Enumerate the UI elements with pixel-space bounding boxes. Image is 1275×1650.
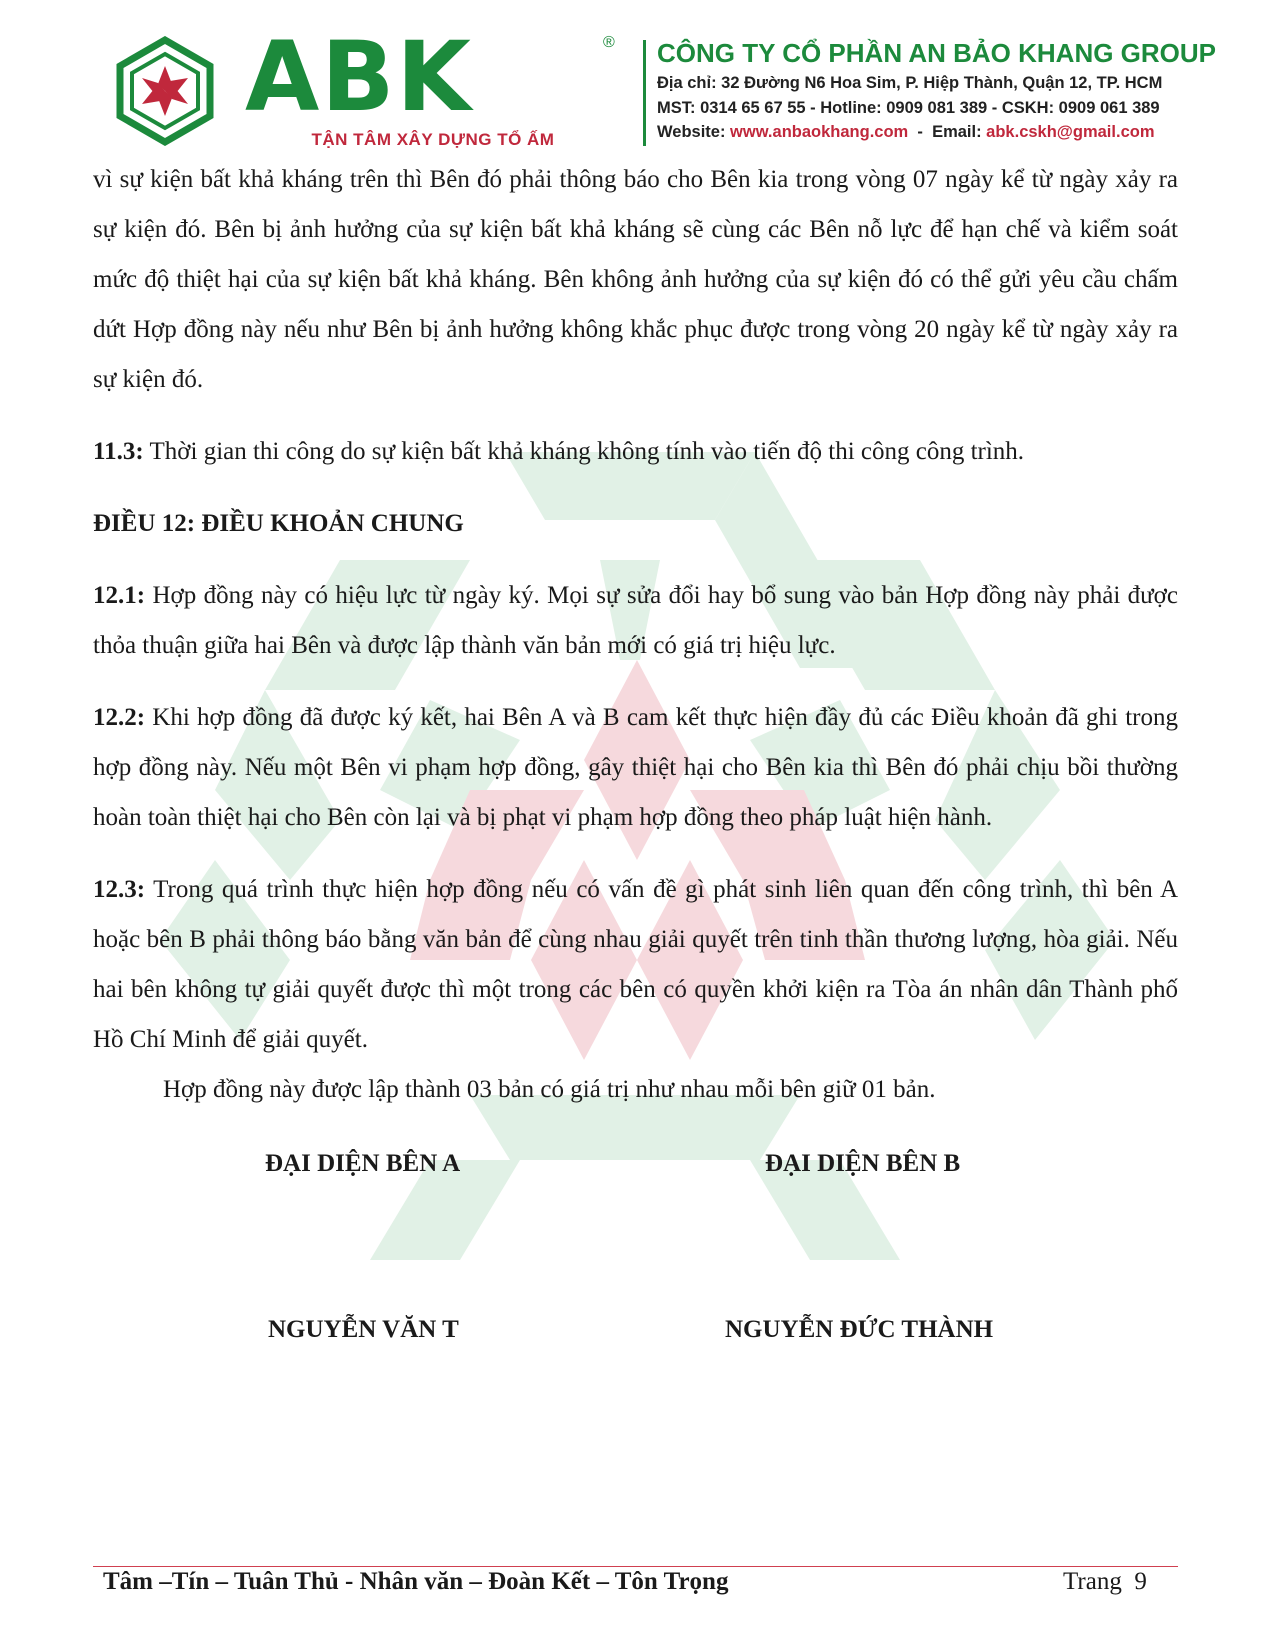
clause-11-3 — [93, 427, 1178, 477]
party-b-name: NGUYỄN ĐỨC THÀNH — [725, 1316, 994, 1343]
clause-12-2-label: 12.2: — [93, 704, 146, 731]
company-phones: MST: 0314 65 67 55 - Hotline: 0909 081 389 - CSKH: 0909 061 389 — [657, 99, 1160, 117]
clause-12-1 — [93, 571, 1178, 671]
clause-12-1-label: 12.1: — [93, 582, 146, 609]
logo-emblem-icon — [110, 36, 220, 146]
website-label: Website: — [657, 123, 731, 141]
contract-body — [93, 155, 1178, 1115]
logo-wordmark: ABK — [245, 21, 473, 133]
header-divider — [643, 40, 646, 146]
letterhead — [105, 21, 1217, 155]
email-link[interactable]: abk.cskh@gmail.com — [986, 123, 1155, 141]
company-name: CÔNG TY CỔ PHẦN AN BẢO KHANG GROUP — [657, 38, 1217, 68]
clause-12-3-label: 12.3: — [93, 876, 146, 903]
clause-11-3-text: Thời gian thi công do sự kiện bất khả kháng không tính vào tiến độ thi công công trình. — [143, 438, 1025, 465]
website-link[interactable]: www.anbaokhang.com — [730, 123, 909, 141]
registered-mark: ® — [603, 34, 615, 51]
clause-11-3-label: 11.3: — [93, 438, 144, 465]
party-a-name: NGUYỄN VĂN T — [268, 1316, 459, 1343]
company-address: Địa chỉ: 32 Đường N6 Hoa Sim, P. Hiệp Thành, Quận 12, TP. HCM — [657, 74, 1163, 92]
page-number: Trang 9 — [1063, 1568, 1147, 1595]
logo-tagline: TẬN TÂM XÂY DỰNG TỔ ẤM — [311, 130, 555, 149]
force-majeure-paragraph: vì sự kiện bất khả kháng trên thì Bên đó phải thông báo cho Bên kia trong vòng 07 ngày kể từ ngày xảy ra sự kiện đó. Bên bị ảnh hưởng của sự kiện bất khả kháng sẽ cùng các Bên nỗ lực để hạn chế và kiểm soát mức độ thiệt hại của sự kiện bất khả kháng. Bên không ảnh hưởng của sự kiện đó có thể gửi yêu cầu chấm dứt Hợp đồng này nếu như Bên bị ảnh hưởng không khắc phục được trong vòng 20 ngày kể từ ngày xảy ra sự kiện đó. — [93, 166, 1178, 393]
clause-12-3-text: Trong quá trình thực hiện hợp đồng nếu có vấn đề gì phát sinh liên quan đến công trình, thì bên A hoặc bên B phải thông báo bằng văn bản để cùng nhau giải quyết trên tinh thần thương lượng, hòa giải. Nếu hai bên không tự giải quyết được thì một trong các bên có quyền khởi kiện ra Tòa án nhân dân Thành phố Hồ Chí Minh để giải quyết. — [93, 876, 1178, 1053]
party-b-title: ĐẠI DIỆN BÊN B — [765, 1150, 961, 1177]
party-a-title: ĐẠI DIỆN BÊN A — [265, 1150, 461, 1177]
footer-rule — [93, 1566, 1178, 1567]
copies-note: Hợp đồng này được lập thành 03 bản có giá trị như nhau mỗi bên giữ 01 bản. — [163, 1076, 936, 1103]
clause-12-2-text: Khi hợp đồng đã được ký kết, hai Bên A và B cam kết thực hiện đầy đủ các Điều khoản đã ghi trong hợp đồng này. Nếu một Bên vi phạm hợp đồng, gây thiệt hại cho Bên kia thì Bên đó phải chịu bồi thường hoàn toàn thiệt hại cho Bên còn lại và bị phạt vi phạm hợp đồng theo pháp luật hiện hành. — [93, 704, 1178, 831]
clause-12-3 — [93, 865, 1178, 1065]
company-web-email — [657, 123, 1155, 142]
footer-motto: Tâm –Tín – Tuân Thủ - Nhân văn – Đoàn Kết – Tôn Trọng — [103, 1568, 729, 1595]
email-label: Email: — [932, 123, 987, 141]
clause-12-1-text: Hợp đồng này có hiệu lực từ ngày ký. Mọi sự sửa đổi hay bổ sung vào bản Hợp đồng này phải được thỏa thuận giữa hai Bên và được lập thành văn bản mới có giá trị hiệu lực. — [93, 582, 1178, 659]
clause-12-2 — [93, 693, 1178, 843]
article-12-heading: ĐIỀU 12: ĐIỀU KHOẢN CHUNG — [93, 510, 464, 537]
contact-separator: - — [908, 123, 933, 141]
